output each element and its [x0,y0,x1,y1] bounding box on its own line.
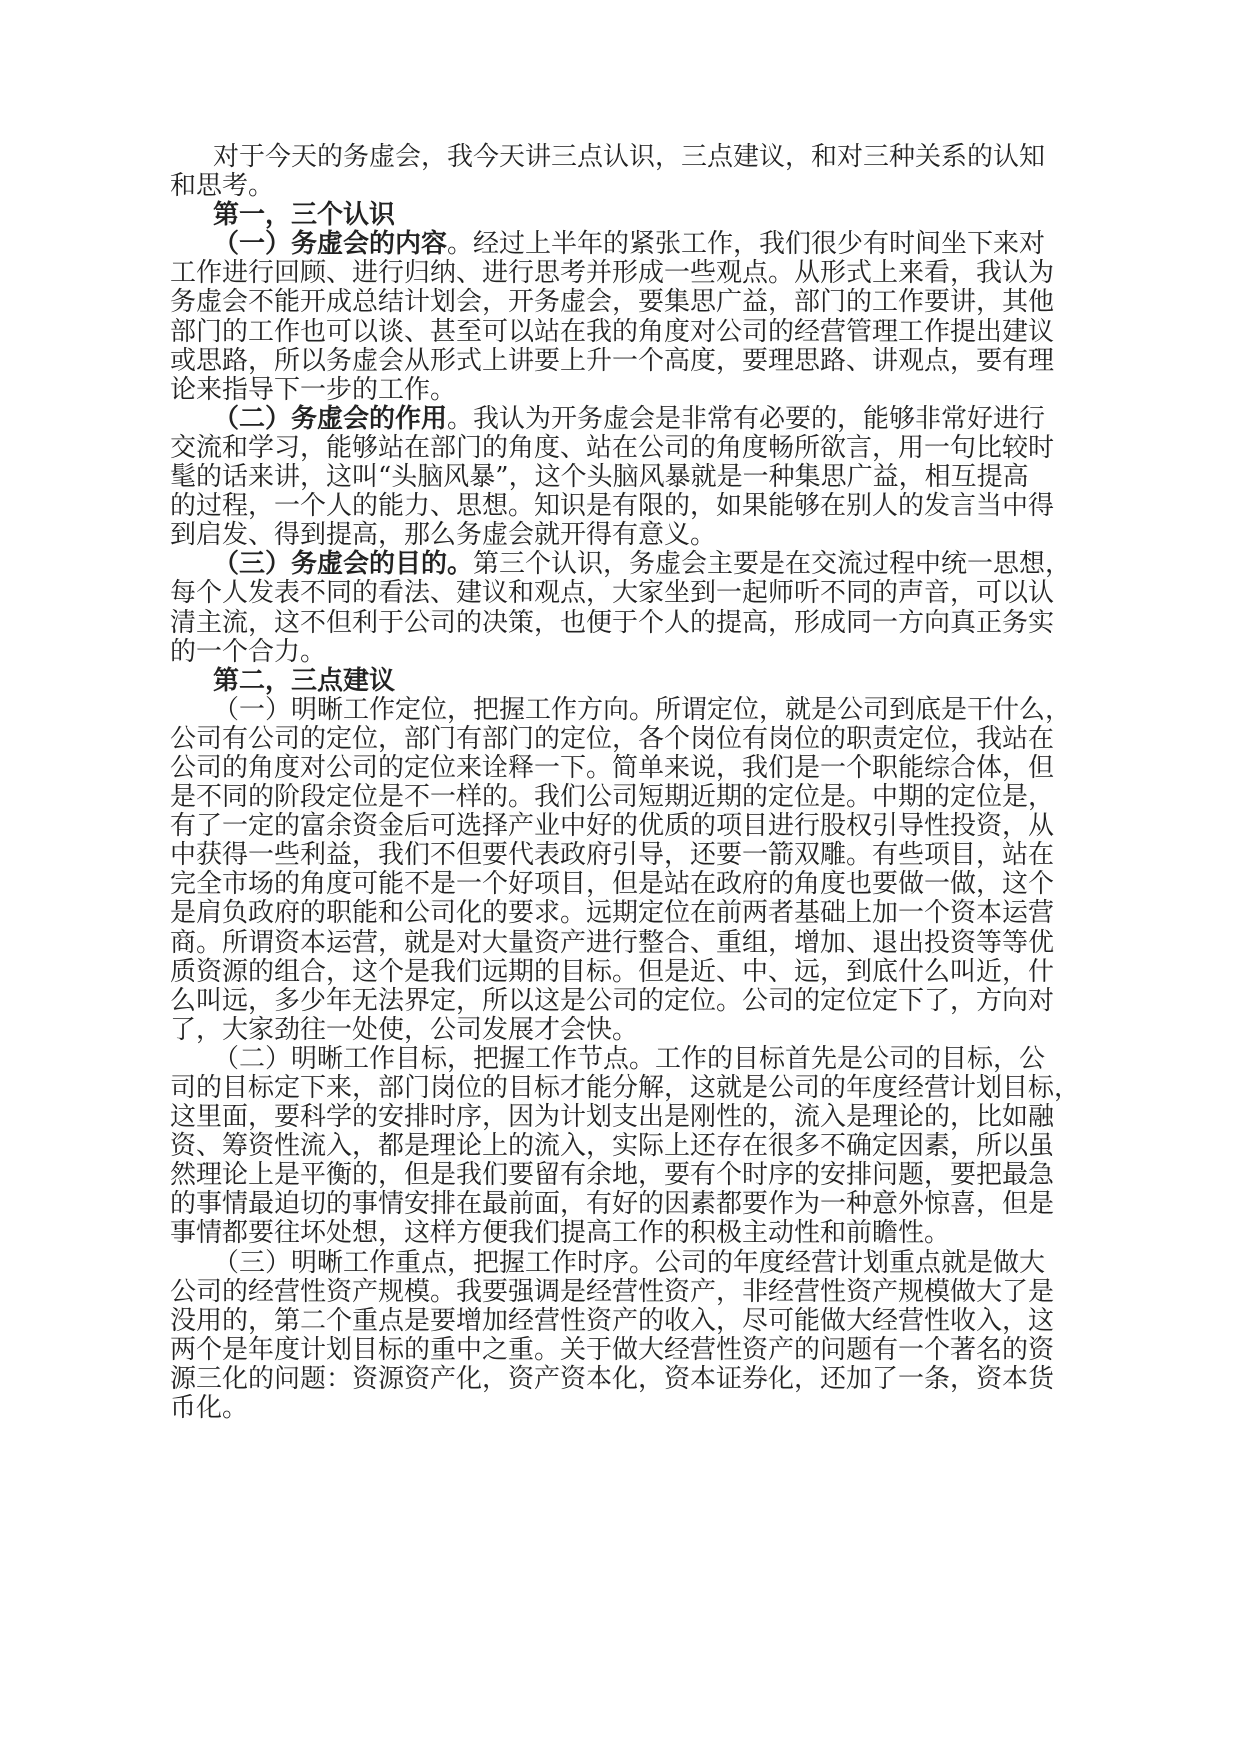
line-text: 质资源的组合，这个是我们远期的目标。但是近、中、远，到底什么叫近，什 [170,956,1055,987]
text-line [170,1365,1080,1394]
text-line [170,987,1080,1016]
paragraph [170,230,1080,405]
line-text: 中获得一些利益，我们不但要代表政府引导，还要一箭双雕。有些项目，站在 [170,840,1055,871]
line-text: 对于今天的务虚会，我今天讲三点认识，三点建议，和对三种关系的认知 [213,142,1046,172]
line-text: 两个是年度计划目标的重中之重。关于做大经营性资产的问题有一个著名的资 [170,1334,1055,1365]
text-line [170,347,1080,376]
line-text: 是不同的阶段定位是不一样的。我们公司短期近期的定位是。中期的定位是， [170,782,1055,813]
text-line [170,1016,1080,1045]
line-text: 或思路，所以务虚会从形式上讲要上升一个高度，要理思路、讲观点，要有理 [170,345,1055,376]
text-line [170,405,1080,434]
text-line [170,638,1080,667]
text-line [170,812,1080,841]
line-text: （一）明晰工作定位，把握工作方向。所谓定位，就是公司到底是干什么， [213,694,1072,725]
text-line [170,492,1080,521]
text-line [170,1161,1080,1190]
paragraph-lead: （二）务虚会的作用 [213,403,448,434]
line-text: 公司有公司的定位，部门有部门的定位，各个岗位有岗位的职责定位，我站在 [170,723,1055,754]
text-line [170,1249,1080,1278]
text-line [170,609,1080,638]
line-text: （二）明晰工作目标，把握工作节点。工作的目标首先是公司的目标，公 [213,1043,1046,1074]
line-text: 商。所谓资本运营，就是对大量资产进行整合、重组，增加、退出投资等等优 [170,927,1055,958]
text-line [170,1336,1080,1365]
paragraph [170,143,1080,201]
line-text: 工作进行回顾、进行归纳、进行思考并形成一些观点。从形式上来看，我认为 [170,258,1055,289]
line-text: 了，大家劲往一处使，公司发展才会快。 [170,1014,639,1045]
text-line [170,579,1080,608]
line-text: 司的目标定下来，部门岗位的目标才能分解，这就是公司的年度经营计划目标， [170,1073,1081,1103]
line-text: 的一个合力。 [170,636,327,667]
line-text: 交流和学习，能够站在部门的角度、站在公司的角度畅所欲言，用一句比较时 [170,432,1055,463]
text-line [170,521,1080,550]
line-text: 第一，三个认识 [213,200,396,231]
line-text: 论来指导下一步的工作。 [170,374,457,405]
paragraph [170,696,1080,1045]
line-text: 是肩负政府的职能和公司化的要求。远期定位在前两者基础上加一个资本运营 [170,898,1055,929]
line-text: 髦的话来讲，这叫“头脑风暴”，这个头脑风暴就是一种集思广益，相互提高 [170,462,1029,493]
line-text: 没用的，第二个重点是要增加经营性资产的收入，尽可能做大经营性收入，这 [170,1305,1055,1336]
section-heading [170,667,1080,696]
text-line [170,172,1080,201]
text-line [170,318,1080,347]
line-text: 公司的经营性资产规模。我要强调是经营性资产，非经营性资产规模做大了是 [170,1276,1055,1307]
text-line [170,259,1080,288]
text-line [170,550,1080,579]
line-text: 事情都要往坏处想，这样方便我们提高工作的积极主动性和前瞻性。 [170,1218,951,1249]
section-heading [170,201,1080,230]
line-text: 然理论上是平衡的，但是我们要留有余地，要有个时序的安排问题，要把最急 [170,1160,1055,1191]
text-line [170,870,1080,899]
text-line [170,841,1080,870]
paragraph [170,1249,1080,1424]
line-text: 公司的角度对公司的定位来诠释一下。简单来说，我们是一个职能综合体，但 [170,752,1055,783]
text-line [170,1045,1080,1074]
text-line [170,1307,1080,1336]
text-line [170,725,1080,754]
text-line [170,463,1080,492]
paragraph [170,550,1080,666]
paragraph-lead: （三）务虚会的目的。 [213,549,474,580]
line-text: 每个人发表不同的看法、建议和观点，大家坐到一起师听不同的声音，可以认 [170,578,1055,609]
text-line [170,958,1080,987]
line-text: 币化。 [170,1393,249,1424]
line-text: 有了一定的富余资金后可选择产业中好的优质的项目进行股权引导性投资，从 [170,811,1055,842]
line-text: 么叫远，多少年无法界定，所以这是公司的定位。公司的定位定下了，方向对 [170,985,1055,1016]
text-line [170,1103,1080,1132]
text-line [170,230,1080,259]
line-text: 的事情最迫切的事情安排在最前面，有好的因素都要作为一种意外惊喜，但是 [170,1189,1055,1220]
text-line [170,696,1080,725]
line-text: 第三个认识，务虚会主要是在交流过程中统一思想， [473,549,1072,580]
text-line [170,899,1080,928]
text-line [170,1074,1080,1103]
paragraph-lead: （一）务虚会的内容 [213,229,448,260]
document-body [170,143,1080,1423]
line-text: （三）明晰工作重点，把握工作时序。公司的年度经营计划重点就是做大 [213,1247,1046,1278]
line-text: 。经过上半年的紧张工作，我们很少有时间坐下来对 [447,229,1046,260]
text-line [170,1278,1080,1307]
text-line [170,754,1080,783]
line-text: 这里面，要科学的安排时序，因为计划支出是刚性的，流入是理论的，比如融 [170,1102,1055,1133]
text-line [170,1219,1080,1248]
line-text: 务虚会不能开成总结计划会，开务虚会，要集思广益，部门的工作要讲，其他 [170,287,1055,318]
paragraph [170,405,1080,550]
line-text: 第二，三点建议 [213,665,396,696]
text-line [170,929,1080,958]
line-text: 完全市场的角度可能不是一个好项目，但是站在政府的角度也要做一做，这个 [170,869,1055,900]
line-text: 清主流，这不但利于公司的决策，也便于个人的提高，形成同一方向真正务实 [170,607,1055,638]
text-line [170,434,1080,463]
text-line [170,1190,1080,1219]
text-line [170,288,1080,317]
line-text: 部门的工作也可以谈、甚至可以站在我的角度对公司的经营管理工作提出建议 [170,316,1055,347]
text-line [170,376,1080,405]
line-text: 的过程，一个人的能力、思想。知识是有限的，如果能够在别人的发言当中得 [170,491,1055,522]
line-text: 源三化的问题：资源资产化，资产资本化，资本证券化，还加了一条，资本货 [170,1363,1055,1394]
text-line [170,1132,1080,1161]
text-line [170,201,1080,230]
line-text: 到启发、得到提高，那么务虚会就开得有意义。 [170,520,717,551]
line-text: 资、筹资性流入，都是理论上的流入，实际上还存在很多不确定因素，所以虽 [170,1131,1055,1162]
text-line [170,1394,1080,1423]
text-line [170,667,1080,696]
line-text: 。我认为开务虚会是非常有必要的，能够非常好进行 [447,403,1046,434]
text-line [170,143,1080,172]
paragraph [170,1045,1080,1249]
text-line [170,783,1080,812]
line-text: 和思考。 [170,171,275,202]
